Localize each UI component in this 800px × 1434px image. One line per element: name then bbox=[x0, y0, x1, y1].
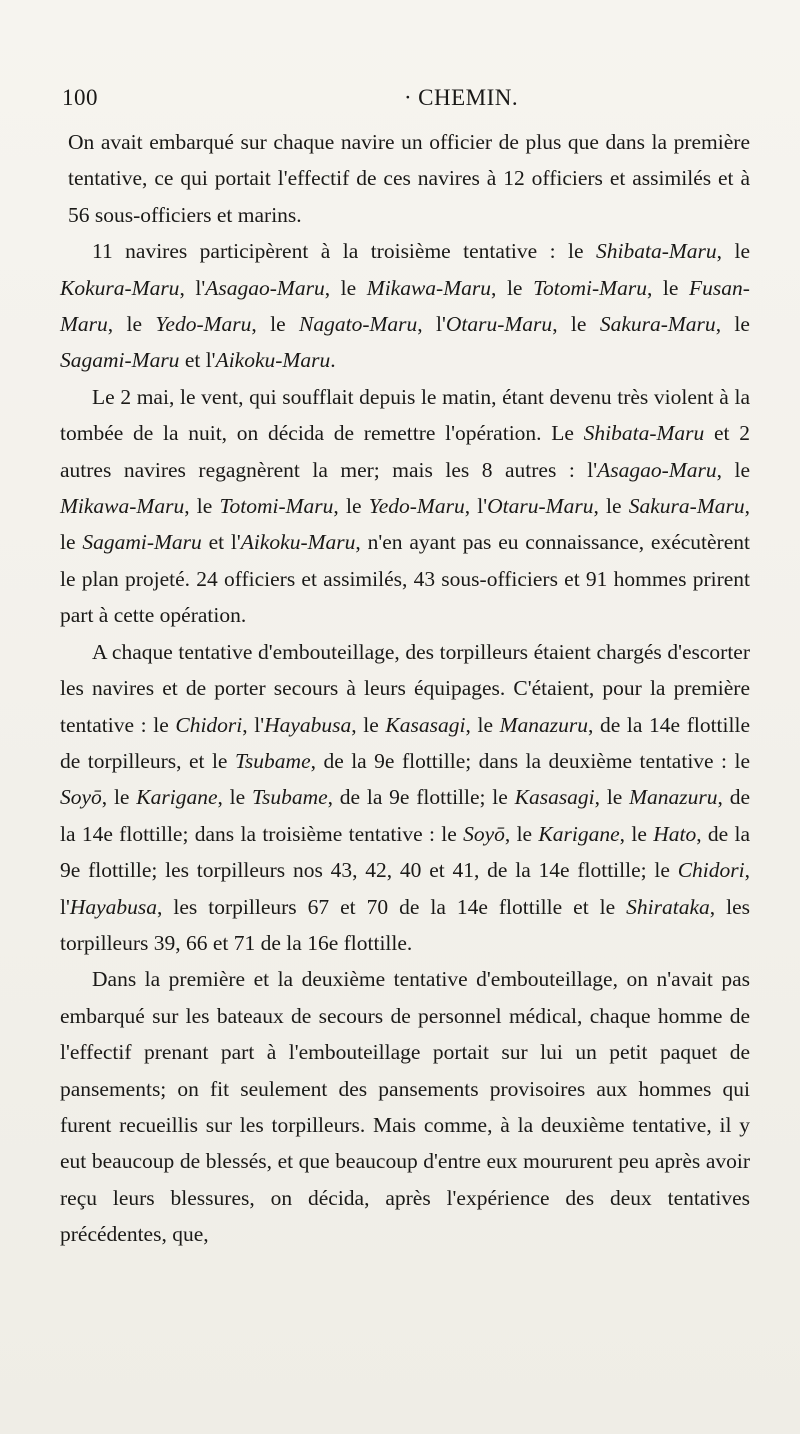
ship-name: Hayabusa bbox=[69, 894, 158, 919]
running-title: · CHEMIN. bbox=[404, 78, 518, 118]
ship-name: Aikoku-Maru bbox=[240, 530, 356, 555]
text-run: , le bbox=[593, 494, 629, 519]
ship-name: Otaru-Maru bbox=[487, 494, 594, 519]
text-run: , de la 9e flottille; les torpilleurs nos 43, 42, 40 et 41, de la 14e flottille; le bbox=[60, 821, 750, 883]
ship-name: Shibata-Maru bbox=[596, 239, 717, 264]
text-run: , l' bbox=[60, 858, 750, 919]
text-run: , les torpilleurs 39, 66 et 71 de la 16e flottille. bbox=[60, 894, 750, 955]
ship-name: Chidori bbox=[677, 858, 745, 883]
ship-name: Yedo-Maru bbox=[155, 312, 252, 337]
text-run: , le bbox=[715, 312, 750, 337]
text-run: , le bbox=[490, 275, 534, 300]
ship-name: Hayabusa bbox=[264, 712, 352, 737]
text-run: , n'en ayant pas eu connaissance, exécutèrent le plan projeté. 24 officiers et assimilés, 43 sous-officiers et 91 hommes prirent part à cette opération. bbox=[60, 530, 750, 628]
ship-name: Kasasagi bbox=[514, 785, 595, 810]
text-run: 11 navires participèrent à la troisième tentative : le bbox=[92, 239, 597, 264]
running-head bbox=[60, 78, 750, 118]
text-run: Dans la première et la deuxième tentative d'embouteillage, on n'avait pas embarqué sur les bateaux de secours de personnel médical, chaque homme de l'effectif prenant part à l'embouteillage portait sur lui un petit paquet de pansements; on fit seulement des pansements provisoires aux hommes qui furent recueillis sur les torpilleurs. Mais comme, à la deuxième tentative, il y eut beaucoup de blessés, et que beaucoup d'entre eux moururent peu après avoir reçu leurs blessures, on décida, après l'expérience des deux tentatives précédentes, que, bbox=[60, 967, 750, 1247]
text-run: , le bbox=[504, 821, 539, 846]
text-run: , le bbox=[552, 312, 600, 337]
text-run: , l' bbox=[242, 712, 265, 737]
text-run: , le bbox=[107, 312, 156, 337]
text-run: , de la 14e flottille; dans la troisième tentative : le bbox=[60, 785, 750, 846]
text-run: , le bbox=[101, 785, 137, 810]
ship-name: Hato bbox=[653, 821, 697, 846]
ship-name: Fusan-Maru bbox=[60, 275, 750, 337]
ship-name: Asagao-Maru bbox=[205, 275, 325, 300]
text-run: , le bbox=[251, 312, 300, 337]
ship-name: Aikoku-Maru bbox=[215, 348, 331, 373]
ship-name: Chidori bbox=[175, 712, 243, 737]
ship-name: Sakura-Maru bbox=[599, 312, 716, 337]
ship-name: Sagami-Maru bbox=[82, 530, 202, 555]
text-run: , le bbox=[60, 494, 750, 555]
text-run: Le 2 mai, le vent, qui soufflait depuis le matin, étant devenu très violent à la tombée de la nuit, on décida de remettre l'opération. Le bbox=[60, 384, 750, 446]
body-text bbox=[60, 124, 750, 1253]
ship-name: Soyō bbox=[463, 821, 505, 846]
page-number: 100 bbox=[62, 85, 98, 110]
ship-name: Karigane bbox=[538, 821, 620, 846]
paragraph bbox=[60, 233, 750, 379]
paragraph bbox=[60, 634, 750, 962]
text-run: , l' bbox=[464, 494, 488, 519]
text-run: , le bbox=[324, 275, 367, 300]
ship-name: Mikawa-Maru bbox=[366, 275, 491, 300]
ship-name: Yedo-Maru bbox=[368, 494, 465, 519]
paragraph bbox=[60, 379, 750, 634]
text-run: , le bbox=[594, 785, 630, 810]
text-run: , le bbox=[646, 275, 690, 300]
ship-name: Shirataka bbox=[626, 894, 710, 919]
ship-name: Kasasagi bbox=[385, 712, 466, 737]
text-run: , de la 14e flottille de torpilleurs, et le bbox=[60, 712, 750, 773]
ship-name: Nagato-Maru bbox=[299, 312, 418, 337]
ship-name: Mikawa-Maru bbox=[60, 494, 185, 519]
text-run: , le bbox=[351, 712, 386, 737]
text-run: , le bbox=[217, 785, 252, 810]
ship-name: Sagami-Maru bbox=[60, 348, 180, 373]
text-run: A chaque tentative d'embouteillage, des torpilleurs étaient chargés d'escorter les navires et de porter secours à leurs équipages. C'étaient, pour la première tentative : le bbox=[60, 639, 750, 737]
paragraph bbox=[60, 124, 750, 233]
ship-name: Otaru-Maru bbox=[445, 312, 553, 337]
paragraph bbox=[60, 961, 750, 1252]
ship-name: Sakura-Maru bbox=[628, 494, 745, 519]
text-run: et l' bbox=[179, 348, 216, 373]
text-run: et l' bbox=[201, 530, 241, 555]
ship-name: Tsubame bbox=[234, 748, 311, 773]
text-run: , l' bbox=[417, 312, 446, 337]
text-run: , le bbox=[716, 457, 750, 482]
text-run: On avait embarqué sur chaque navire un officier de plus que dans la première tentative, ce qui portait l'effectif de ces navires à 12 officiers et assimilés et à 56 sous-officiers et marins. bbox=[68, 130, 750, 227]
text-run: , le bbox=[465, 712, 500, 737]
ship-name: Manazuru bbox=[629, 785, 718, 810]
ship-name: Soyō bbox=[60, 785, 102, 810]
text-run: , le bbox=[333, 494, 369, 519]
ship-name: Totomi-Maru bbox=[219, 494, 334, 519]
text-run: . bbox=[330, 348, 336, 373]
ship-name: Manazuru bbox=[499, 712, 589, 737]
ship-name: Karigane bbox=[136, 785, 218, 810]
text-run: , le bbox=[184, 494, 220, 519]
text-run: et 2 autres navires regagnèrent la mer; mais les 8 autres : l' bbox=[60, 421, 750, 482]
text-run: , l' bbox=[179, 275, 206, 300]
ship-name: Asagao-Maru bbox=[597, 457, 717, 482]
ship-name: Totomi-Maru bbox=[533, 275, 647, 300]
text-run: , le bbox=[619, 821, 654, 846]
ship-name: Tsubame bbox=[251, 785, 328, 810]
ship-name: Shibata-Maru bbox=[583, 421, 705, 446]
text-run: , de la 9e flottille; le bbox=[327, 785, 515, 810]
text-run: , le bbox=[716, 239, 750, 264]
text-run: , les torpilleurs 67 et 70 de la 14e flottille et le bbox=[157, 894, 627, 919]
text-run: , de la 9e flottille; dans la deuxième tentative : le bbox=[310, 748, 750, 773]
ship-name: Kokura-Maru bbox=[60, 275, 180, 300]
